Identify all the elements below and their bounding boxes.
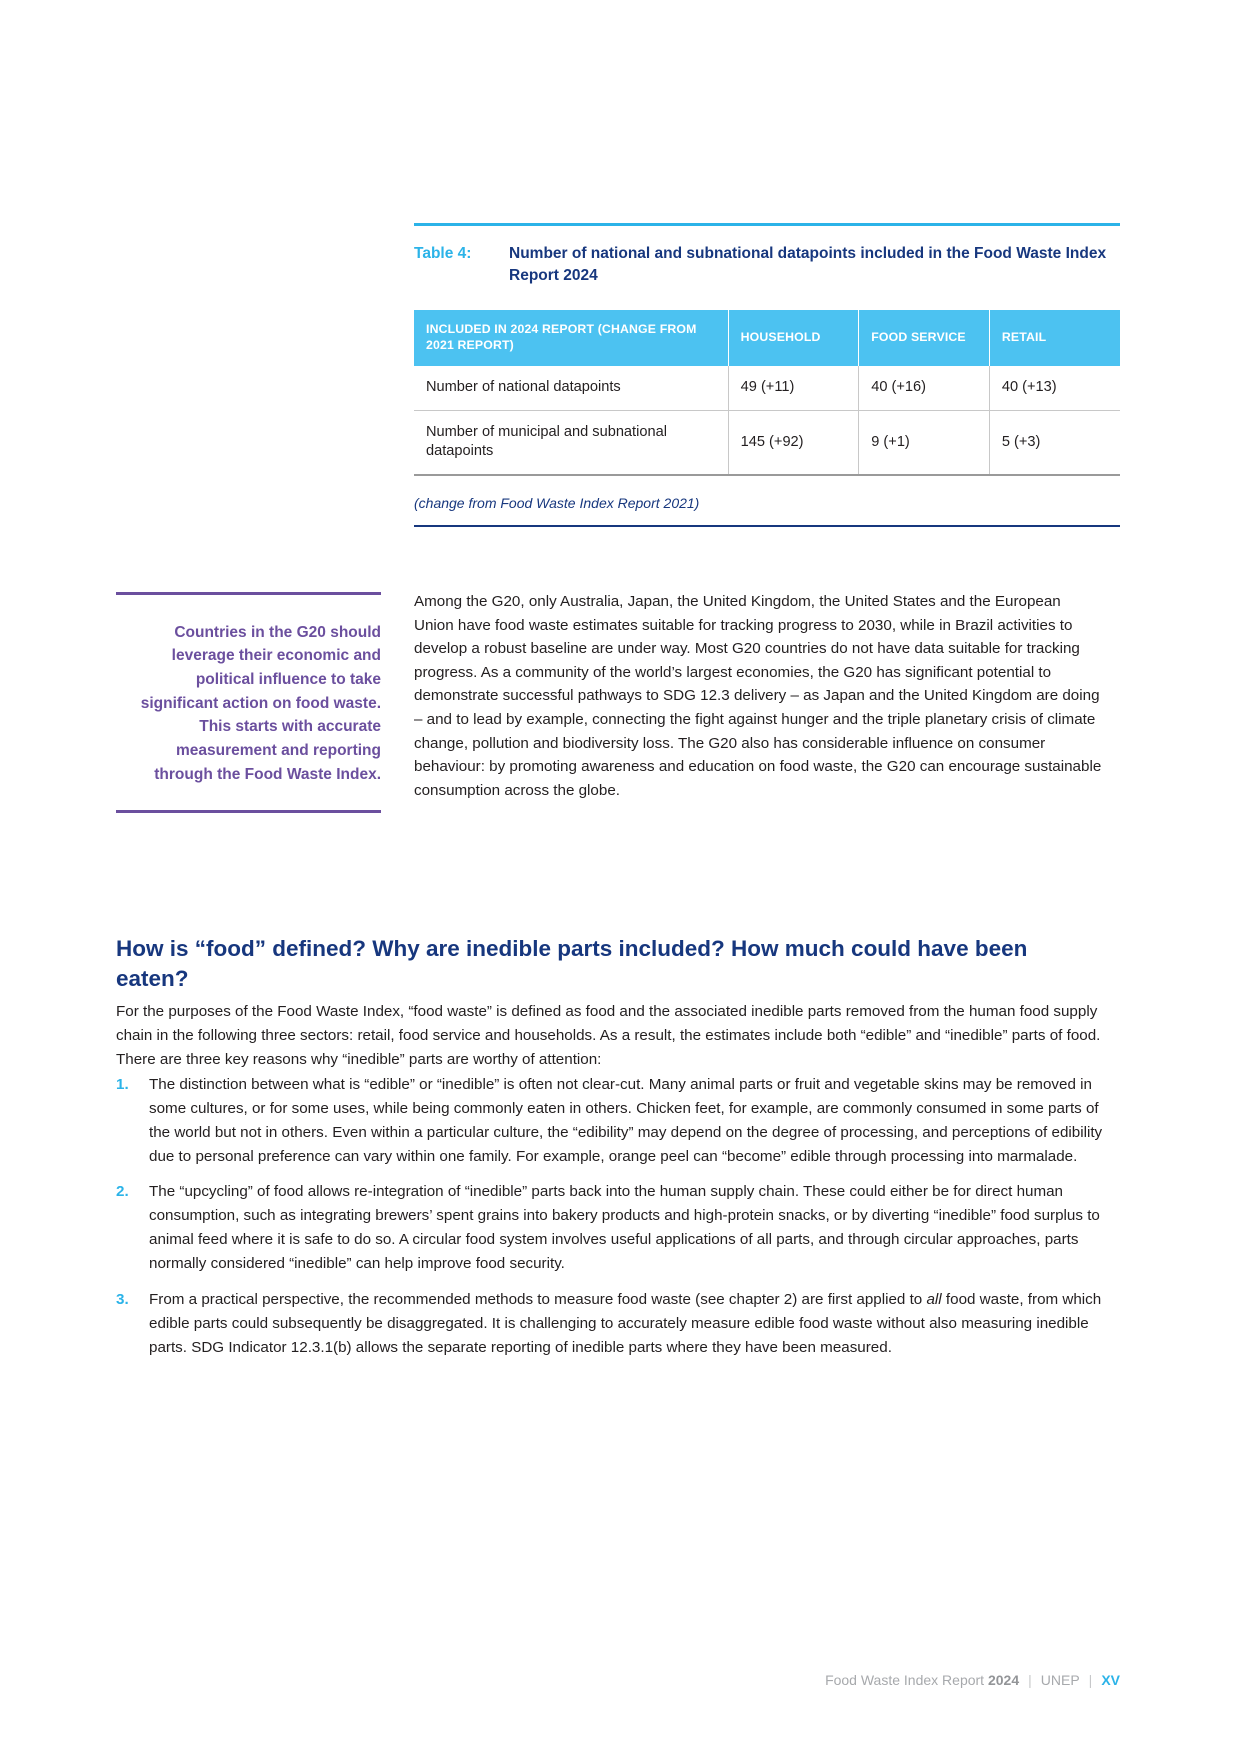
table-top-rule	[414, 223, 1120, 226]
footer-separator: |	[1088, 1672, 1093, 1688]
g20-paragraph: Among the G20, only Australia, Japan, the United Kingdom, the United States and the European Union have food waste estimates suitable for tracking progress to 2030, while in Brazil activities to develop a robust baseline are under way. Most G20 countries do not have data suitable for tracking progress. As a community of the world’s largest economies, the G20 has significant potential to demonstrate successful pathways to SDG 12.3 delivery – as Japan and the United Kingdom are doing – and to lead by example, connecting the fight against hunger and the triple planetary crisis of climate change, pollution and biodiversity loss. The G20 also has considerable influence on consumer behaviour: by promoting awareness and education on food waste, the G20 can encourage sustainable consumption across the globe.	[414, 593, 1102, 799]
table-header-row	[414, 310, 1120, 366]
list-item-text	[149, 1288, 1116, 1360]
pull-quote	[116, 592, 381, 813]
cell-household: 145 (+92)	[728, 410, 859, 475]
cell-retail: 5 (+3)	[989, 410, 1120, 475]
list-item-emphasis: all	[926, 1290, 942, 1308]
table-bottom-rule	[414, 525, 1120, 527]
table-row	[414, 366, 1120, 410]
footer-page-number: XV	[1101, 1672, 1120, 1688]
column-header-retail: RETAIL	[989, 310, 1120, 366]
cell-retail: 40 (+13)	[989, 366, 1120, 410]
column-header-food-service: FOOD SERVICE	[859, 310, 990, 366]
list-item-number: 2.	[116, 1183, 129, 1201]
footer-separator: |	[1028, 1672, 1032, 1688]
list-item-number: 1.	[116, 1076, 129, 1093]
list-item	[116, 1180, 1116, 1275]
table-4-block	[414, 223, 1120, 527]
row-label: Number of municipal and subnational datapoints	[414, 410, 728, 475]
section-intro-paragraph: For the purposes of the Food Waste Index, “food waste” is defined as food and the associated inedible parts removed from the human food supply chain in the following three sectors: retail, food service and households. As a result, the estimates include both “edible” and “inedible” parts of food. There are three key reasons why “inedible” parts are worthy of attention:	[116, 1003, 1101, 1068]
table-number-label: Table 4:	[414, 245, 472, 262]
column-header-household: HOUSEHOLD	[728, 310, 859, 366]
datapoints-table	[414, 310, 1120, 476]
footer-year: 2024	[987, 1672, 1020, 1688]
table-title-text: Number of national and subnational datapoints included in the Food Waste Index Report 2024	[509, 245, 1107, 284]
list-item-text-post: food waste, from which edible parts could subsequently be disaggregated. It is challenging to accurately measure edible food waste without also measuring inedible parts. SDG Indicator 12.3.1(b) allows the separate reporting of inedible parts where they have been measured.	[149, 1290, 1102, 1356]
cell-food-service: 9 (+1)	[859, 410, 990, 475]
footer-organisation: UNEP	[1040, 1672, 1080, 1688]
cell-household: 49 (+11)	[728, 366, 859, 410]
table-row	[414, 410, 1120, 475]
list-item	[116, 1073, 1116, 1168]
table-footnote: (change from Food Waste Index Report 2021)	[414, 495, 700, 512]
page-footer	[0, 1672, 1120, 1688]
pull-quote-bottom-rule	[116, 810, 381, 813]
list-item-text-pre: From a practical perspective, the recommended methods to measure food waste (see chapter 2) are first applied to	[149, 1290, 927, 1308]
table-caption	[414, 243, 1120, 287]
list-item-number: 3.	[116, 1290, 129, 1308]
list-item	[116, 1288, 1116, 1360]
cell-food-service: 40 (+16)	[859, 366, 990, 410]
row-label: Number of national datapoints	[414, 366, 728, 410]
footer-report-title: Food Waste Index Report	[825, 1672, 988, 1688]
section-heading: How is “food” defined? Why are inedible parts included? How much could have been eaten?	[116, 935, 1028, 991]
list-item-text: The distinction between what is “edible” or “inedible” is often not clear-cut. Many animal parts or fruit and vegetable skins may be removed in some cultures, or for some uses, while being commonly eaten in others. Chicken feet, for example, are commonly consumed in some parts of the world but not in others. Even within a particular culture, the “edibility” may depend on the degree of processing, and perceptions of edibility due to personal preference can vary within one family. For example, orange peel can “become” edible through processing into marmalade.	[149, 1076, 1103, 1165]
list-item-text: The “upcycling” of food allows re-integration of “inedible” parts back into the human supply chain. These could either be for direct human consumption, such as integrating brewers’ spent grains into bakery products and high-protein snacks, or by diverting “inedible” food surplus to animal feed where it is safe to do so. A circular food system involves useful applications of all parts, and through circular approaches, parts normally considered “inedible” can help improve food security.	[149, 1183, 1100, 1273]
reasons-list	[116, 1073, 1116, 1371]
column-header-included: INCLUDED IN 2024 REPORT (CHANGE FROM 2021 REPORT)	[414, 310, 728, 366]
pull-quote-text: Countries in the G20 should leverage their economic and political influence to take significant action on food waste. This starts with accurate measurement and reporting through the Food Waste Index.	[140, 623, 381, 783]
